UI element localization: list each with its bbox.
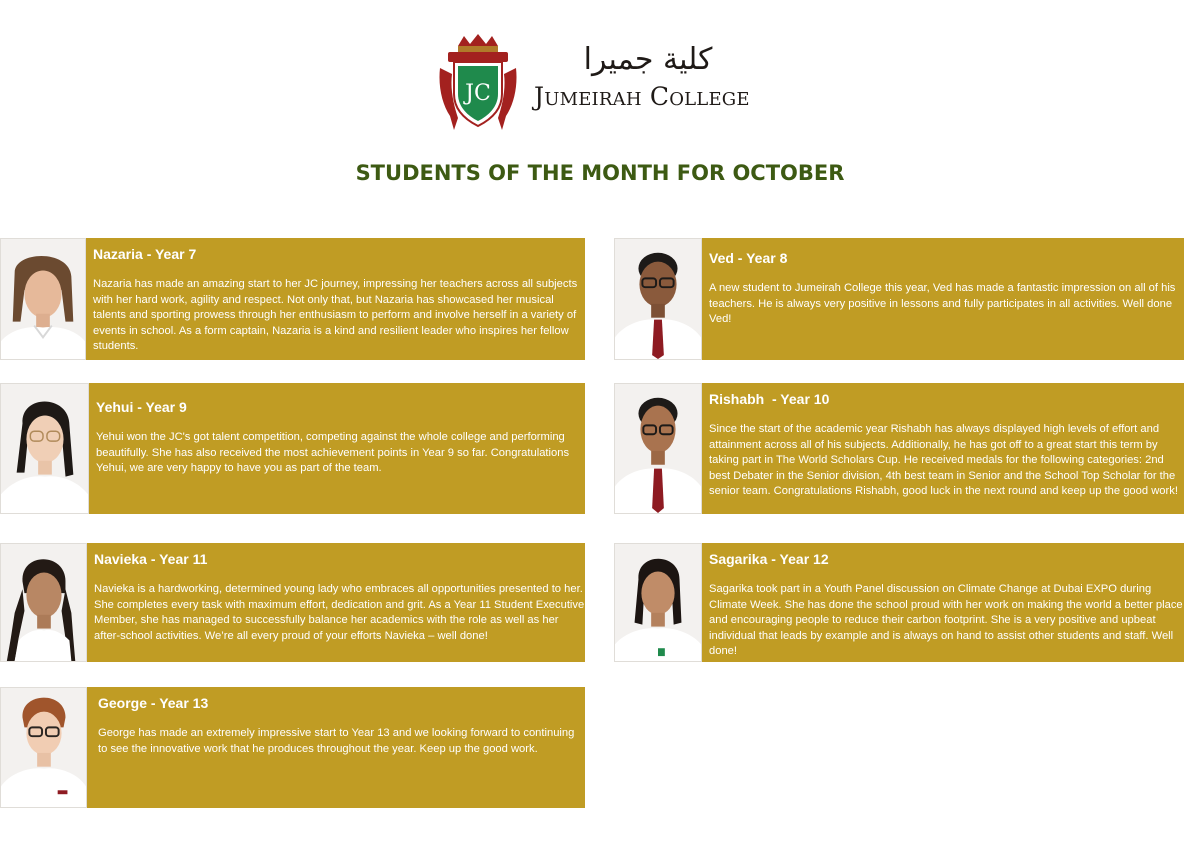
student-photo — [0, 543, 87, 662]
student-card — [614, 383, 1184, 514]
student-description: George has made an extremely impressive start to Year 13 and we looking forward to continuing to see the innovative work that he produces throughout the year. Keep up the good work. — [98, 727, 575, 755]
page-title: STUDENTS OF THE MONTH FOR OCTOBER — [355, 161, 845, 185]
student-info — [702, 238, 1184, 360]
college-logo — [436, 34, 766, 134]
student-description: Navieka is a hardworking, determined young lady who embraces all opportunities presented to her. She completes every task with maximum effort, dedication and grit. As a Year 11 Student Executive Member, she has managed to successfully balance her academics with the role as well as her after-school activities. We’re all every proud of your efforts Navieka – well done! — [94, 583, 585, 642]
student-description: Sagarika took part in a Youth Panel discussion on Climate Change at Dubai EXPO during Climate Week. She has done the school proud with her work on making the world a better place and encouraging people to reduce their carbon footprint. She is a very positive and upbeat individual that leads by example and is always on hand to assist other students and staff. Well done! — [709, 583, 1183, 658]
student-photo — [0, 238, 86, 360]
college-crest-icon — [436, 34, 520, 132]
student-info — [702, 543, 1184, 662]
student-card — [614, 543, 1184, 662]
student-photo — [614, 383, 702, 514]
student-photo — [614, 543, 702, 662]
student-info — [89, 383, 585, 514]
student-description: A new student to Jumeirah College this year, Ved has made a fantastic impression on all of his teachers. He is always very positive in lessons and fully participates in all activities. Well done Ved! — [709, 282, 1176, 326]
student-card — [614, 238, 1184, 360]
student-name: Sagarika - Year 12 — [709, 551, 829, 567]
student-card — [0, 238, 585, 360]
student-card — [0, 383, 585, 514]
student-card — [0, 687, 585, 808]
student-description: Nazaria has made an amazing start to her JC journey, impressing her teachers across all subjects with her hard work, agility and respect. Not only that, but Nazaria has showcased her musical talents and sporting prowess through her enthusiasm to perform and involve herself in a variety of events in school. As a form captain, Nazaria is a kind and resilient leader who inspires her fellow students. — [93, 278, 578, 353]
student-card — [0, 543, 585, 662]
svg-text:JC: JC — [465, 81, 491, 106]
student-description: Yehui won the JC's got talent competition, competing against the whole college and performing beautifully. She has also received the most achievement points in Year 9 so far. Congratulations Yehui, we are very happy to have you as part of the team. — [96, 431, 570, 475]
student-name: Ved - Year 8 — [709, 250, 788, 266]
student-photo — [0, 687, 87, 808]
student-info — [87, 687, 585, 808]
student-info — [86, 238, 585, 360]
student-name: Nazaria - Year 7 — [93, 246, 197, 262]
student-name: Yehui - Year 9 — [96, 399, 187, 415]
student-name: George - Year 13 — [98, 695, 209, 711]
college-name-arabic: كلية جميرا — [583, 42, 713, 77]
college-name: Jumeirah College — [534, 82, 750, 111]
student-name: Rishabh - Year 10 — [709, 391, 830, 407]
student-name: Navieka - Year 11 — [94, 551, 208, 567]
student-photo — [614, 238, 702, 360]
student-info — [87, 543, 585, 662]
student-description: Since the start of the academic year Rishabh has always displayed high levels of effort and attainment across all of his subjects. Additionally, he has got off to a great start this term by taking part in The World Scholars Cup. He received medals for the following categories: 2nd best Debater in the Senior division, 4th best team in Senior and the School Top Scholar for the senior team. Congratulations Rishabh, good luck in the next round and keep up the good work! — [709, 423, 1178, 498]
student-info — [702, 383, 1184, 514]
student-photo — [0, 383, 89, 514]
